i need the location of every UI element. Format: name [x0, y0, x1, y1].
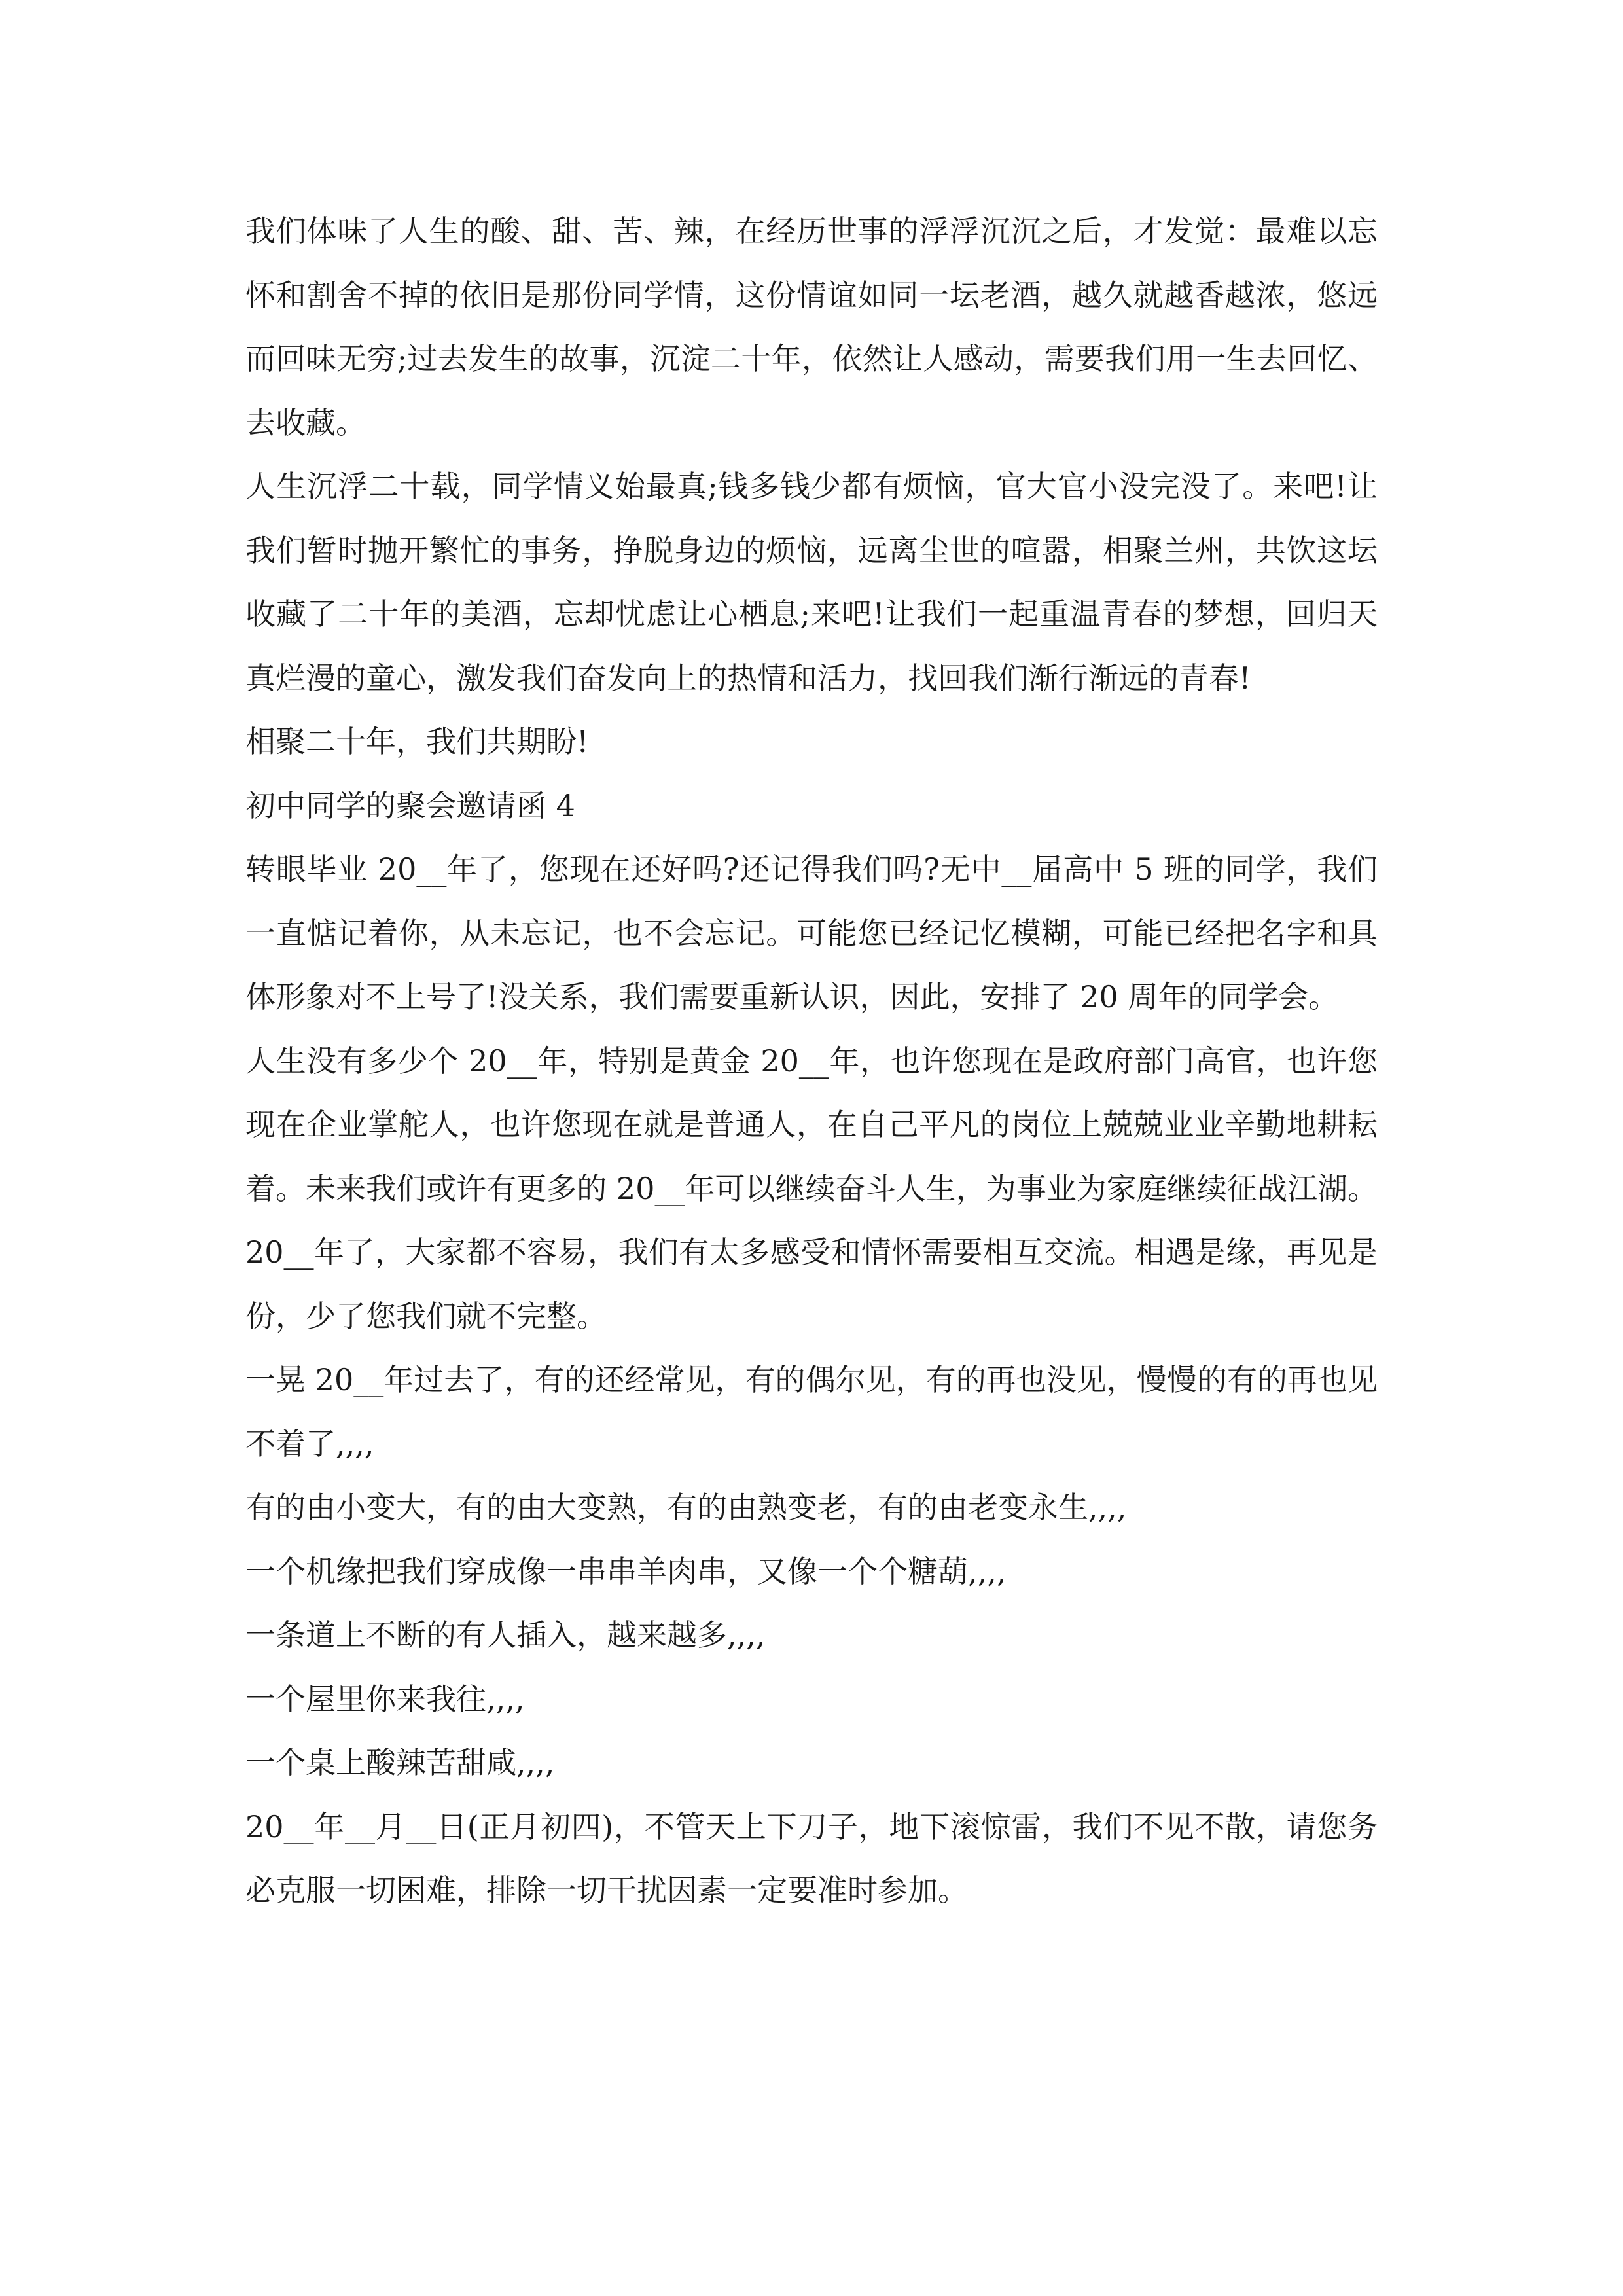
paragraph-13: 20__年__月__日(正月初四)，不管天上下刀子，地下滚惊雷，我们不见不散，请您务必克服一切困难，排除一切干扰因素一定要准时参加。	[245, 1808, 1378, 1908]
paragraph-3: 相聚二十年，我们共期盼!	[245, 724, 589, 759]
paragraph-12: 一个桌上酸辣苦甜咸,,,,	[245, 1745, 555, 1780]
document-body	[245, 200, 1378, 1923]
paragraph-11: 一个屋里你来我往,,,,	[245, 1681, 525, 1717]
paragraph-1: 我们体味了人生的酸、甜、苦、辣，在经历世事的浮浮沉沉之后，才发觉：最难以忘怀和割舍不掉的依旧是那份同学情，这份情谊如同一坛老酒，越久就越香越浓，悠远而回味无穷;过去发生的故事，沉淀二十年，依然让人感动，需要我们用一生去回忆、去收藏。	[245, 213, 1378, 440]
paragraph-9: 一个机缘把我们穿成像一串串羊肉串，又像一个个糖葫,,,,	[245, 1553, 1007, 1589]
paragraph-7: 一晃 20__年过去了，有的还经常见，有的偶尔见，有的再也没见，慢慢的有的再也见不着了,,,,	[245, 1362, 1378, 1462]
paragraph-2: 人生沉浮二十载，同学情义始最真;钱多钱少都有烦恼，官大官小没完没了。来吧!让我们暂时抛开繁忙的事务，挣脱身边的烦恼，远离尘世的喧嚣，相聚兰州，共饮这坛收藏了二十年的美酒，忘却忧虑让心栖息;来吧!让我们一起重温青春的梦想，回归天真烂漫的童心，激发我们奋发向上的热情和活力，找回我们渐行渐远的青春!	[245, 469, 1378, 696]
paragraph-10: 一条道上不断的有人插入，越来越多,,,,	[245, 1617, 766, 1653]
paragraph-6: 人生没有多少个 20__年，特别是黄金 20__年，也许您现在是政府部门高官，也许您现在企业掌舵人，也许您现在就是普通人，在自己平凡的岗位上兢兢业业辛勤地耕耘着。未来我们或许有更多的 20__年可以继续奋斗人生，为事业为家庭继续征战江湖。20__年了，大家都不容易，我们有太多感受和情怀需要相互交流。相遇是缘，再见是份，少了您我们就不完整。	[245, 1043, 1378, 1334]
paragraph-8: 有的由小变大，有的由大变熟，有的由熟变老，有的由老变永生,,,,	[245, 1490, 1127, 1525]
paragraph-5: 转眼毕业 20__年了，您现在还好吗?还记得我们吗?无中__届高中 5 班的同学，我们一直惦记着你，从未忘记，也不会忘记。可能您已经记忆模糊，可能已经把名字和具体形象对不上号了!没关系，我们需要重新认识，因此，安排了 20 周年的同学会。	[245, 852, 1378, 1014]
section-heading: 初中同学的聚会邀请函 4	[245, 787, 575, 823]
